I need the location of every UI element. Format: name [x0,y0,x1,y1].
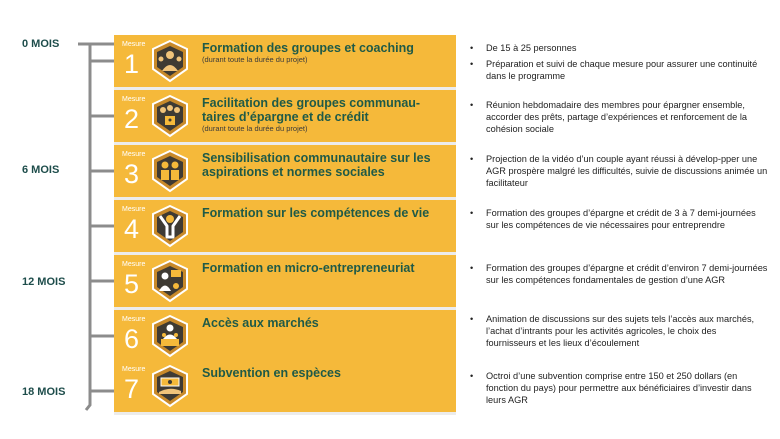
month-label-6: 6 MOIS [22,164,60,176]
measure-title: Subvention en espèces [202,366,341,380]
measure-bullets-6 [468,313,768,353]
measure-bullets-3 [468,153,768,193]
measure-subtitle: (durant toute la durée du projet) [202,55,308,64]
measure-number: 6 [124,324,140,354]
measure-title: Sensibilisation communautaire sur les aspirations et normes sociales [202,151,431,179]
measure-bullets-7 [468,370,768,410]
measure-card-6 [114,310,456,362]
timeline [0,0,115,439]
measure-subtitle: (durant toute la durée du projet) [202,124,308,133]
measure-bullets-1 [468,42,768,86]
savings-group-icon [150,94,190,138]
bullet-item: • Animation de discussions sur des sujets tels l’accès aux marchés, l’achat d’intrants pour les activités agricoles, le choix des fournisseurs et les lieux d’écoulement [468,313,768,349]
measure-card-4 [114,200,456,252]
measure-label: Mesure [122,316,146,323]
measure-number: 7 [124,374,140,404]
measure-bullets-5 [468,262,768,290]
measure-card-3 [114,145,456,197]
measure-card-7 [114,360,456,412]
measure-number: 4 [124,214,140,244]
measure-card-2 [114,90,456,142]
bullet-item: • Octroi d’une subvention comprise entre 150 et 250 dollars (en fonction du pays) pour permettre aux bénéficiaires d’investir dans leurs AGR [468,370,768,406]
measure-bullets-2 [468,99,768,139]
measure-number: 3 [124,159,140,189]
measure-label: Mesure [122,261,146,268]
measure-title: Formation en micro-entrepreneuriat [202,261,415,275]
measure-title: Formation sur les compétences de vie [202,206,430,220]
month-label-12: 12 MOIS [22,276,66,288]
cash-hand-icon [150,364,190,408]
bullet-item: • Formation des groupes d’épargne et crédit de 3 à 7 demi-journées sur les compétences de vie nécessaires pour entreprendre [468,207,768,231]
measure-label: Mesure [122,366,146,373]
bullet-item: • De 15 à 25 personnes [468,42,768,54]
measure-title: Formation des groupes et coaching (durant toute la durée du projet) [202,41,450,65]
raised-arms-person-icon [150,204,190,248]
measure-label: Mesure [122,206,146,213]
measure-label: Mesure [122,41,146,48]
coach-person-icon [150,39,190,83]
business-training-icon [150,259,190,303]
measure-label: Mesure [122,96,146,103]
measure-card-1 [114,35,456,87]
bullet-item: • Projection de la vidéo d’un couple ayant réussi à dévelop-pper une AGR prospère malgré les difficultés, suivie de discussions animée un facilitateur [468,153,768,189]
measure-number: 5 [124,269,140,299]
measure-title: Accès aux marchés [202,316,319,330]
couple-icon [150,149,190,193]
bullet-item: • Formation des groupes d’épargne et crédit d’environ 7 demi-journées sur les compétences fondamentales de gestion d’une AGR [468,262,768,286]
month-label-18: 18 MOIS [22,386,66,398]
bullet-item: • Préparation et suivi de chaque mesure pour assurer une continuité dans le programme [468,58,768,82]
month-label-0: 0 MOIS [22,38,60,50]
measure-number: 1 [124,49,140,79]
measure-label: Mesure [122,151,146,158]
measure-title: Facilitation des groupes communau-taires d’épargne et de crédit (durant toute la durée du projet) [202,96,450,134]
measure-number: 2 [124,104,140,134]
measure-bullets-4 [468,207,768,235]
bullet-item: • Réunion hebdomadaire des membres pour épargner ensemble, accorder des prêts, partage d’expériences et renforcement de la cohésion sociale [468,99,768,135]
measure-card-5 [114,255,456,307]
market-stall-icon [150,314,190,358]
